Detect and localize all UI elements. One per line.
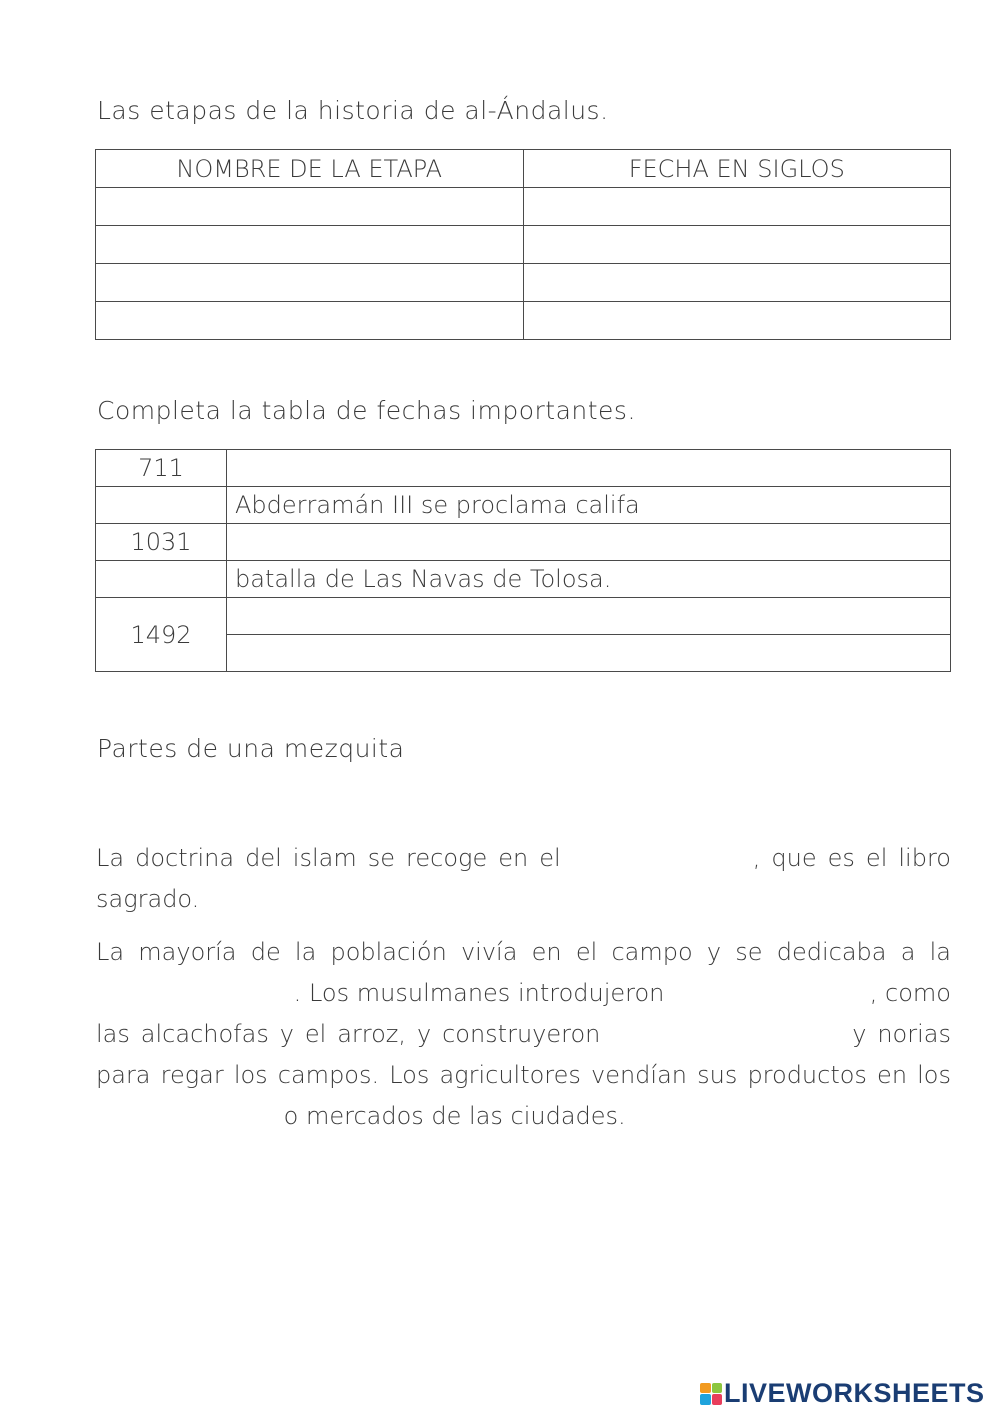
stage-name-field[interactable] (96, 302, 524, 340)
table-row[interactable] (96, 226, 951, 264)
event-field[interactable] (227, 635, 951, 672)
table-row[interactable] (96, 188, 951, 226)
logo-mark-icon (700, 1383, 722, 1405)
logo-square (700, 1394, 711, 1405)
paragraph-text: , como las alcachofas y el arroz, y construyeron (96, 979, 951, 1048)
table-row (96, 598, 951, 635)
event-field[interactable] (227, 598, 951, 635)
stage-date-field[interactable] (523, 264, 951, 302)
stage-date-field[interactable] (523, 302, 951, 340)
year-field[interactable] (96, 561, 227, 598)
blank-field-sacred-book[interactable] (572, 842, 742, 866)
stage-name-field[interactable] (96, 226, 524, 264)
event-cell: batalla de Las Navas de Tolosa. (227, 561, 951, 598)
year-cell: 711 (96, 450, 227, 487)
dates-table (95, 449, 951, 672)
table-row[interactable] (96, 302, 951, 340)
table-row (96, 487, 951, 524)
logo-square (712, 1394, 723, 1405)
year-field[interactable] (96, 487, 227, 524)
blank-field-irrigation[interactable] (611, 1018, 841, 1042)
paragraph-text: , que es el libro sagrado. (96, 844, 951, 913)
stages-table (95, 149, 951, 340)
blank-field-markets[interactable] (96, 1100, 276, 1124)
liveworksheets-logo (700, 1378, 985, 1409)
logo-square (700, 1383, 711, 1394)
brand-name: LIVEWORKSHEETS (724, 1378, 985, 1408)
table-row (96, 450, 951, 487)
stage-name-field[interactable] (96, 264, 524, 302)
paragraph-agriculture (96, 932, 951, 1137)
event-field[interactable] (227, 524, 951, 561)
section-title-dates: Completa la tabla de fechas importantes. (97, 396, 636, 425)
stage-date-field[interactable] (523, 188, 951, 226)
event-field[interactable] (227, 450, 951, 487)
header-stage-name: NOMBRE DE LA ETAPA (96, 150, 524, 188)
paragraph-text: . Los musulmanes introdujeron (293, 979, 665, 1007)
paragraph-text: y norias para regar los campos. Los agricultores vendían sus productos en los (96, 1020, 951, 1089)
logo-square (712, 1383, 723, 1394)
table-header-row (96, 150, 951, 188)
paragraph-text: La mayoría de la población vivía en el campo y se dedicaba a la (96, 938, 951, 966)
header-date-centuries: FECHA EN SIGLOS (523, 150, 951, 188)
paragraph-islam (96, 838, 951, 920)
paragraph-text: La doctrina del islam se recoge en el (96, 844, 561, 872)
section-title-stages: Las etapas de la historia de al-Ándalus. (97, 96, 609, 125)
stage-date-field[interactable] (523, 226, 951, 264)
paragraph-text: o mercados de las ciudades. (283, 1102, 626, 1130)
blank-field-activity[interactable] (96, 977, 286, 1001)
table-row (96, 524, 951, 561)
event-cell: Abderramán III se proclama califa (227, 487, 951, 524)
table-row[interactable] (96, 264, 951, 302)
blank-field-crops[interactable] (672, 977, 862, 1001)
year-cell: 1492 (96, 598, 227, 672)
table-row (96, 561, 951, 598)
section-title-mosque: Partes de una mezquita (97, 734, 405, 763)
stage-name-field[interactable] (96, 188, 524, 226)
year-cell: 1031 (96, 524, 227, 561)
